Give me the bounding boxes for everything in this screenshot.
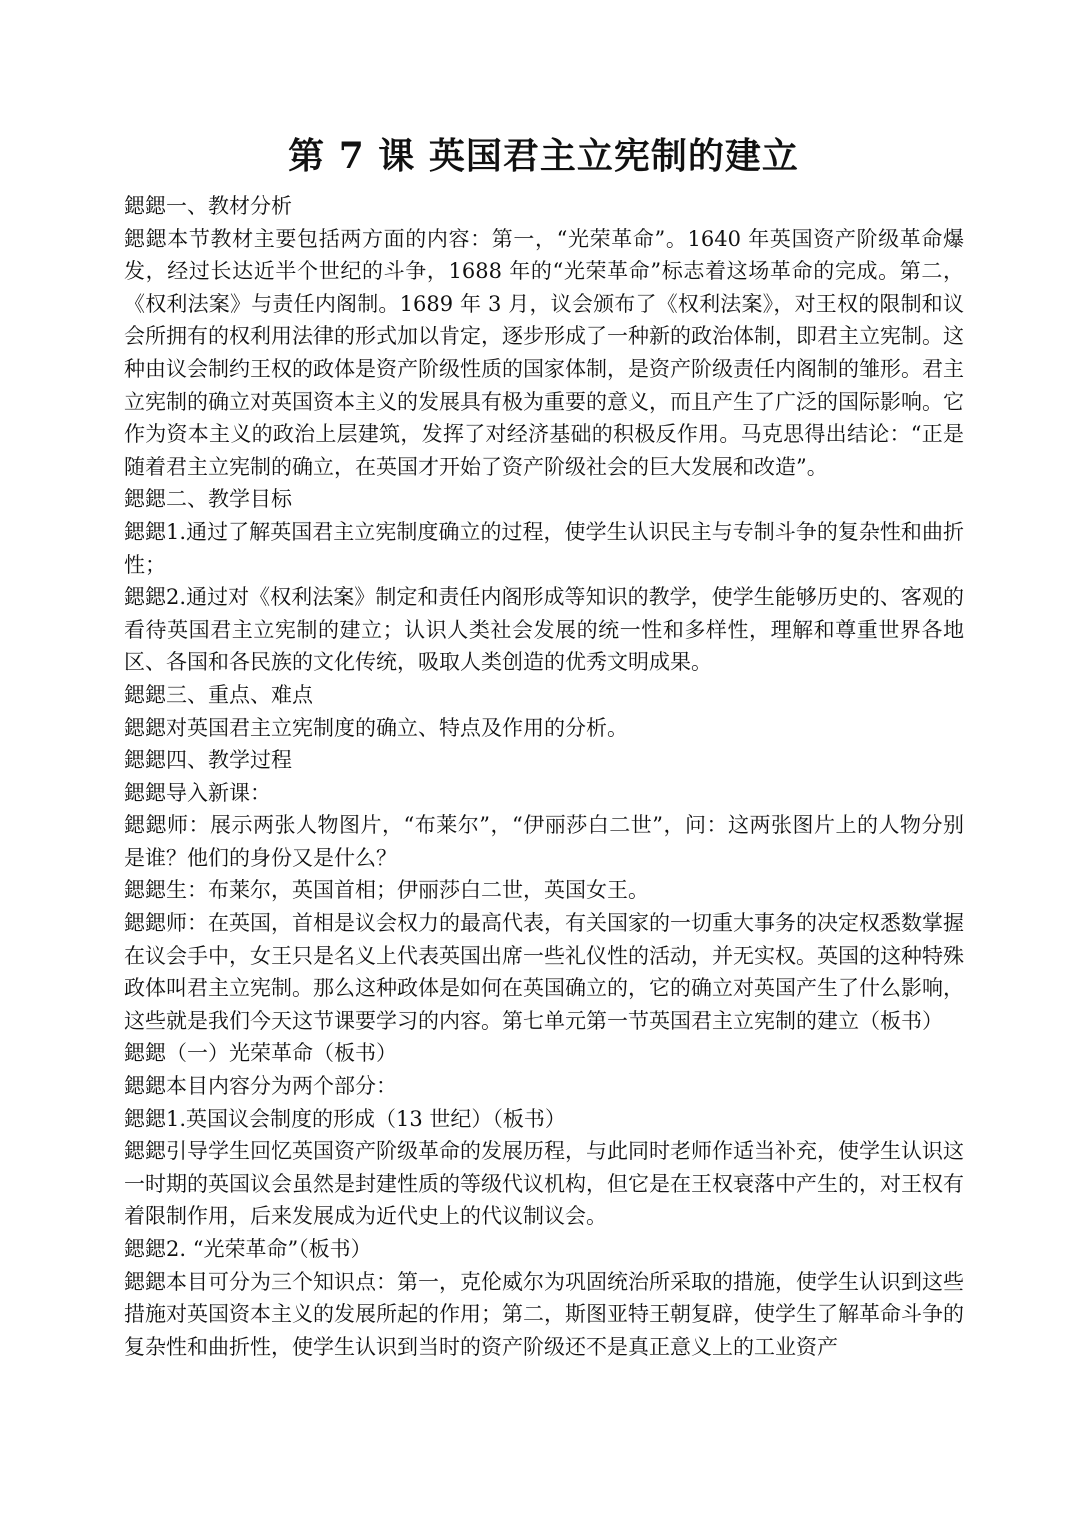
paragraph-glorious-revolution-heading: 鍶鍶2. “光荣革命”（板书） <box>124 1237 372 1261</box>
paragraph-student-answer: 鍶鍶生：布莱尔，英国首相；伊丽莎白二世，英国女王。 <box>124 878 649 903</box>
paragraph-goal-1: 鍶鍶1.通过了解英国君主立宪制度确立的过程，使学生认识民主与专制斗争的复杂性和曲折性； <box>124 519 964 577</box>
paragraph-heading-material-analysis: 鍶鍶一、教材分析 <box>124 194 292 218</box>
paragraph-heading-teaching-goals: 鍶鍶二、教学目标 <box>124 487 292 512</box>
paragraph-teacher-question: 鍶鍶师：展示两张人物图片，“布莱尔”，“伊丽莎白二世”，问：这两张图片上的人物分别是谁？他们的身份又是什么？ <box>124 813 964 870</box>
paragraph-introduction-label: 鍶鍶导入新课： <box>124 780 271 805</box>
paragraph-parliament-guidance: 鍶鍶引导学生回忆英国资产阶级革命的发展历程，与此同时老师作适当补充，使学生认识这一时期的英国议会虽然是封建性质的等级代议机构，但它是在王权衰落中产生的，对王权有着限制作用，后来发展成为近代史上的代议制议会。 <box>124 1139 964 1229</box>
paragraph-heading-key-points: 鍶鍶三、重点、难点 <box>124 682 313 707</box>
paragraph-parliament-formation: 鍶鍶1.英国议会制度的形成（13 世纪）（板书） <box>124 1106 566 1131</box>
paragraph-knowledge-points: 鍶鍶本目可分为三个知识点：第一，克伦威尔为巩固统治所采取的措施，使学生认识到这些措施对英国资本主义的发展所起的作用；第二，斯图亚特王朝复辟，使学生了解革命斗争的复杂性和曲折性，使学生认识到当时的资产阶级还不是真正意义上的工业资产 <box>124 1269 964 1359</box>
paragraph-heading-teaching-process: 鍶鍶四、教学过程 <box>124 748 292 773</box>
paragraph-section-glorious-revolution: 鍶鍶（一）光荣革命（板书） <box>124 1041 397 1066</box>
paragraph-material-content: 鍶鍶本节教材主要包括两方面的内容：第一，“光荣革命”。1640 年英国资产阶级革命爆发，经过长达近半个世纪的斗争，1688 年的“光荣革命”标志着这场革命的完成。第二，《权利法案》与责任内阁制。1689 年 3 月，议会颁布了《权利法案》，对王权的限制和议会所拥有的权利用法律的形式加以肯定，逐步形成了一种新的政治体制，即君主立宪制。这种由议会制约王权的政体是资产阶级性质的国家体制，是资产阶级责任内阁制的雏形。君主立宪制的确立对英国资本主义的发展具有极为重要的意义，而且产生了广泛的国际影响。它作为资本主义的政治上层建筑，发挥了对经济基础的积极反作用。马克思得出结论：“正是随着君主立宪制的确立，在英国才开始了资产阶级社会的巨大发展和改造”。 <box>124 226 964 479</box>
paragraph-teacher-explanation: 鍶鍶师：在英国，首相是议会权力的最高代表，有关国家的一切重大事务的决定权悉数掌握在议会手中，女王只是名义上代表英国出席一些礼仪性的活动，并无实权。英国的这种特殊政体叫君主立宪制。那么这种政体是如何在英国确立的，它的确立对英国产生了什么影响，这些就是我们今天这节课要学习的内容。第七单元第一节英国君主立宪制的建立（板书） <box>124 911 964 1033</box>
paragraph-key-points-content: 鍶鍶对英国君主立宪制度的确立、特点及作用的分析。 <box>124 715 628 740</box>
document-body <box>124 190 964 1363</box>
paragraph-goal-2: 鍶鍶2.通过对《权利法案》制定和责任内阁形成等知识的教学，使学生能够历史的、客观的看待英国君主立宪制的建立；认识人类社会发展的统一性和多样性，理解和尊重世界各地区、各国和各民族的文化传统，吸取人类创造的优秀文明成果。 <box>124 585 964 675</box>
page-title: 第 7 课 英国君主立宪制的建立 <box>288 135 799 177</box>
paragraph-section-parts: 鍶鍶本目内容分为两个部分： <box>124 1074 397 1099</box>
